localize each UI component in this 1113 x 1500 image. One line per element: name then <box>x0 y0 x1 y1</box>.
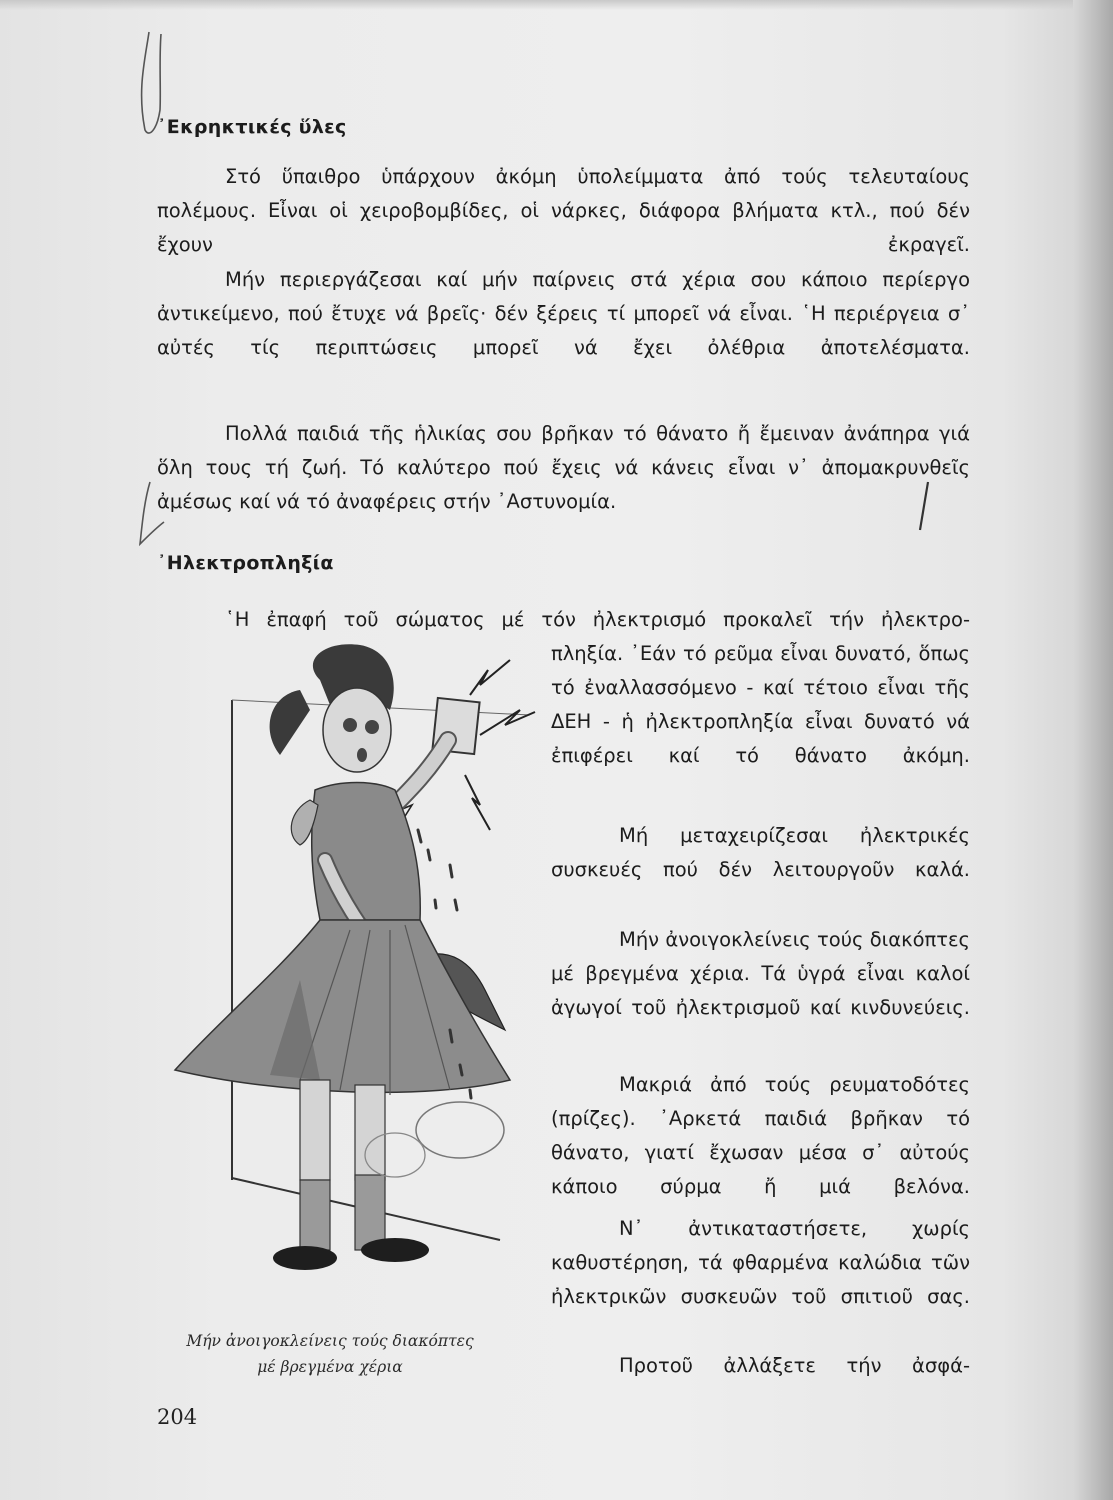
caption-line-1: Μήν ἀνοιγοκλείνεις τούς διακόπτες <box>186 1332 474 1350</box>
illustration-girl-at-switch <box>150 600 540 1300</box>
caption-line-2: μέ βρεγμένα χέρια <box>257 1358 403 1376</box>
illustration-caption <box>160 1328 500 1380</box>
paragraph-electrocution-2: Μή μεταχειρίζεσαι ἠλεκτρικές συσκευές πού δέν λειτουργοῦν καλά. <box>551 824 970 881</box>
paragraph-explosives-3: Πολλά παιδιά τῆς ἡλικίας σου βρῆκαν τό θάνατο ἤ ἔμειναν ἀνάπηρα γιά ὅλη τους τή ζωή. Τό καλύτερο πού ἔχεις νά κάνεις εἶναι ν᾿ ἀπομακρυνθεῖς ἀμέσως καί νά τό ἀναφέρεις στήν ᾿Αστυνομία. <box>157 422 970 513</box>
paragraph-electrocution-6-start: Προτοῦ ἀλλάξετε τήν ἀσφά- <box>619 1354 970 1377</box>
paragraph-electrocution-1-line1: ῾Η ἐπαφή τοῦ σώματος μέ τόν ἠλεκτρισμό προκαλεῖ τήν ἠλεκτρο- <box>225 608 970 631</box>
paragraph-electrocution-4: Μακριά ἀπό τούς ρευματοδότες (πρίζες). ᾿Αρκετά παιδιά βρῆκαν τό θάνατο, γιατί ἔχωσαν μέσα σ᾿ αὐτούς κάποιο σύρμα ἤ μιά βελόνα. <box>551 1073 970 1198</box>
section-heading-electrocution: ᾿Ηλεκτροπληξία <box>157 552 334 574</box>
page-top-shadow <box>0 0 1113 10</box>
paragraph-electrocution-1-rest: πληξία. ᾿Εάν τό ρεῦμα εἶναι δυνατό, ὅπως τό ἐναλλασσόμενο - καί τέτοιο εἶναι τῆς ΔΕΗ - ἡ ἠλεκτροπληξία εἶναι δυνατό νά ἐπιφέρει καί τό θάνατο ἀκόμη. <box>551 642 970 767</box>
paragraph-electrocution-5: Ν᾿ ἀντικαταστήσετε, χωρίς καθυστέρηση, τά φθαρμένα καλώδια τῶν ἠλεκτρικῶν συσκευῶν τοῦ σπιτιοῦ σας. <box>551 1217 970 1308</box>
section-heading-explosives: ᾿Εκρηκτικές ὕλες <box>157 116 347 138</box>
page-right-edge <box>1073 0 1113 1500</box>
page-number: 204 <box>157 1405 198 1429</box>
paragraph-electrocution-3: Μήν ἀνοιγοκλείνεις τούς διακόπτες μέ βρεγμένα χέρια. Τά ὑγρά εἶναι καλοί ἀγωγοί τοῦ ἠλεκτρισμοῦ καί κινδυνεύεις. <box>551 928 970 1019</box>
paragraph-explosives-2: Μήν περιεργάζεσαι καί μήν παίρνεις στά χέρια σου κάποιο περίεργο ἀντικείμενο, πού ἔτυχε νά βρεῖς· δέν ξέρεις τί μπορεῖ νά εἶναι. ῾Η περιέργεια σ᾿ αὐτές τίς περιπτώσεις μπορεῖ νά ἔχει ὀλέθρια ἀποτελέσματα. <box>157 268 970 359</box>
paragraph-explosives-1: Στό ὕπαιθρο ὑπάρχουν ἀκόμη ὑπολείμματα ἀπό τούς τελευταίους πολέμους. Εἶναι οἱ χειροβομβίδες, οἱ νάρκες, διάφορα βλήματα κτλ., πού δέν ἔχουν ἐκραγεῖ. <box>157 165 970 256</box>
